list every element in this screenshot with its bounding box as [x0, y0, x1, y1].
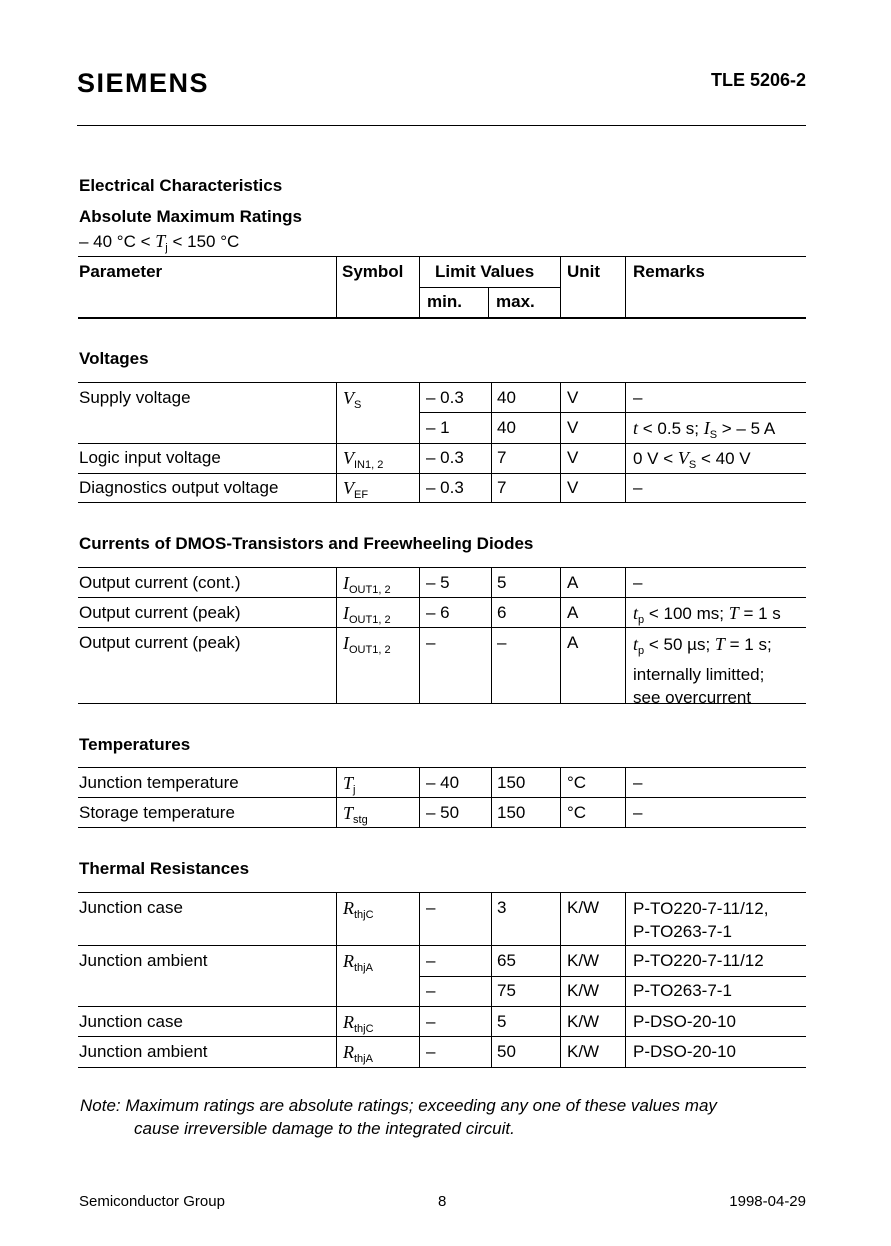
col-limit-values: Limit Values: [435, 262, 535, 281]
document-id: TLE 5206-2: [710, 70, 806, 90]
siemens-logo: SIEMENS: [77, 68, 210, 98]
column-header: [78, 256, 806, 319]
col-symbol: Symbol: [342, 262, 404, 281]
voltages-table: Supply voltage $V_S$ – 0.3 40 V – – 1 40 V t < 0.5 s; $I_S$ > – 5 A Logic input voltage $V_{IN1, 2}$ – 0.3 7 V 0 $V < V_S < 40$ V Diagnostics output voltage $V_{EF}$ – 0.3 7 V –: [78, 382, 806, 503]
section-title: Electrical Characteristics: [79, 176, 283, 195]
col-remarks: Remarks: [633, 262, 705, 281]
col-min: min.: [427, 292, 462, 311]
temperatures-table: Junction temperature $T_j$ – 40 150 °C – Storage temperature $T_{stg}$ – 50 150 °C –: [78, 767, 806, 829]
col-parameter: Parameter: [79, 262, 163, 281]
thermal-table: Junction case $R_{thjC}$ – 3 K/W P-TO220-7-11/12, P-TO263-7-1 Junction ambient $R_{thjA}$ – 65 K/W P-TO220-7-11/12 – 75 K/W P-TO263-7-1 Junction case $R_{thjC}$ – 5 K/W P-DSO-20-10 Junction ambient $R_{thjA}$ – 50 K/W P-DSO-20-10: [78, 892, 806, 1069]
table-title: Absolute Maximum Ratings: [79, 207, 302, 226]
section-voltages: Voltages: [79, 349, 149, 368]
note-text: Note: Maximum ratings are absolute ratings; exceeding any one of these values may cause irreversible damage to the integrated circuit.: [80, 1096, 717, 1138]
section-currents: Currents of DMOS-Transistors and Freewheeling Diodes: [79, 534, 534, 553]
col-max: max.: [496, 292, 535, 311]
col-unit: Unit: [567, 262, 601, 281]
section-thermal: Thermal Resistances: [79, 859, 250, 878]
footer-date: 1998-04-29: [729, 1193, 806, 1210]
header-rule: [77, 125, 806, 126]
temperature-condition: – 40 $^\circ C < T_j < 150$ °C: [79, 231, 240, 254]
page-number: 8: [438, 1193, 447, 1210]
section-temperatures: Temperatures: [79, 735, 191, 754]
footer-company: Semiconductor Group: [79, 1193, 225, 1210]
currents-table: Output current (cont.) $I_{OUT1, 2}$ – 5 5 A – Output current (peak) $I_{OUT1, 2}$ – 6 6 A $t_p < 100$ ms; T = 1 s Output current (peak) $I_{OUT1, 2}$ – – A $t_p < 50$ µs; T = 1 s; internally limitted; see overcurrent: [78, 567, 806, 705]
